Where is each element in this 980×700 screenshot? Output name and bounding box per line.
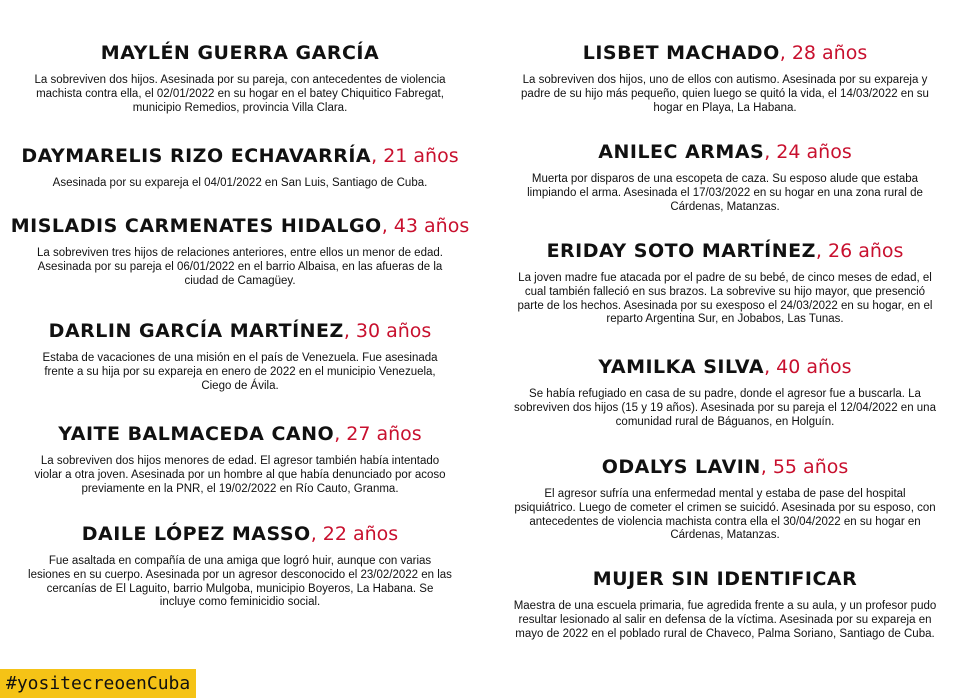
victim-name: ERIDAY SOTO MARTÍNEZ	[546, 240, 816, 262]
victim-name: YAMILKA SILVA	[598, 356, 765, 378]
victim-age: , 30 años	[343, 320, 432, 342]
victim-age: , 43 años	[381, 215, 470, 237]
victim-description: La sobreviven dos hijos, uno de ellos con autismo. Asesinada por su expareja y padre de su hijo más pequeño, quien luego se quitó la vida, el 14/03/2022 en su hogar en Playa, La Habana.	[521, 74, 929, 114]
victim-entry	[10, 213, 470, 318]
victim-description: La sobreviven dos hijos menores de edad. El agresor también había intentado violar a otra joven. Asesinada por un hombre al que había denunciado por acoso previamente en la PNR, el 19/02/2022 en Río Cauto, Granma.	[34, 455, 446, 495]
victim-description: Estaba de vacaciones de una misión en el país de Venezuela. Fue asesinada frente a su hija por su expareja en enero de 2022 en el municipio Venezuela, Ciego de Ávila.	[42, 352, 438, 392]
victim-entry	[495, 40, 955, 139]
victim-age: , 28 años	[779, 42, 868, 64]
victim-description: Asesinada por su expareja el 04/01/2022 en San Luis, Santiago de Cuba.	[52, 177, 428, 189]
victim-name: MAYLÉN GUERRA GARCÍA	[100, 42, 380, 64]
victim-name: DAYMARELIS RIZO ECHAVARRÍA	[21, 145, 372, 167]
victim-age: , 21 años	[371, 145, 459, 167]
victim-entry	[10, 521, 470, 610]
victim-entry	[10, 318, 470, 421]
victim-name: DAILE LÓPEZ MASSO	[81, 523, 311, 545]
victim-description: La sobreviven dos hijos. Asesinada por su pareja, con antecedentes de violencia machista contra ella, el 02/01/2022 en su hogar en el batey Chiquitico Fabregat, municipio Remedios, provincia Villa Clara.	[34, 74, 446, 114]
victim-entry	[495, 454, 955, 566]
victim-entry	[495, 566, 955, 641]
victim-entry	[10, 40, 470, 143]
victim-description: Fue asaltada en compañía de una amiga que logró huir, aunque con varias lesiones en su cuerpo. Asesinada por un agresor desconocido el 23/02/2022 en las cercanías de El Laguito, barrio Mulgoba, municipio Boyeros, La Habana. Se incluye como feminicidio social.	[28, 555, 452, 609]
victim-age: , 22 años	[310, 523, 399, 545]
victim-entry	[10, 421, 470, 521]
hashtag-label: #yositecreoenCuba	[0, 669, 196, 698]
victim-age: , 26 años	[815, 240, 904, 262]
victim-age: , 55 años	[760, 456, 849, 478]
victim-description: Se había refugiado en casa de su padre, donde el agresor fue a buscarla. La sobreviven dos hijos (15 y 19 años). Asesinada por su pareja el 12/04/2022 en una comunidad rural de Báguanos, en Holguín.	[514, 388, 936, 428]
victim-description: La joven madre fue atacada por el padre de su bebé, de cinco meses de edad, el cual también falleció en sus brazos. La sobrevive su hijo mayor, que presenció parte de los hechos. Asesinada por su exesposo el 24/03/2022 en su hogar, en el reparto Argentina Sur, en Jobabos, Las Tunas.	[517, 272, 933, 326]
victim-name: MUJER SIN IDENTIFICAR	[592, 568, 858, 590]
victim-description: Muerta por disparos de una escopeta de caza. Su esposo alude que estaba limpiando el arma. Asesinada el 17/03/2022 en su hogar en una zona rural de Cárdenas, Matanzas.	[527, 173, 923, 213]
victim-name: ANILEC ARMAS	[598, 141, 765, 163]
victim-entry	[495, 238, 955, 354]
victim-name: LISBET MACHADO	[582, 42, 780, 64]
victim-age: , 40 años	[764, 356, 852, 378]
victim-name: DARLIN GARCÍA MARTÍNEZ	[48, 320, 344, 342]
victim-name: YAITE BALMACEDA CANO	[58, 423, 335, 445]
victim-description: Maestra de una escuela primaria, fue agredida frente a su aula, y un profesor pudo resultar lesionado al salir en defensa de la víctima. Asesinada por su expareja en mayo de 2022 en el poblado rural de Chaveco, Palma Soriano, Santiago de Cuba.	[513, 600, 937, 640]
victim-name: MISLADIS CARMENATES HIDALGO	[10, 215, 382, 237]
victim-age: , 24 años	[764, 141, 852, 163]
left-column	[10, 40, 470, 610]
victim-description: El agresor sufría una enfermedad mental y estaba de pase del hospital psiquiátrico. Luego de cometer el crimen se suicidó. Asesinada por su esposo, con antecedentes de violencia machista contra ella el 30/04/2022 en su hogar en Cárdenas, Matanzas.	[514, 488, 936, 542]
victim-entry	[10, 143, 470, 213]
victim-entry	[495, 139, 955, 238]
victim-entry	[495, 354, 955, 454]
victim-description: La sobreviven tres hijos de relaciones anteriores, entre ellos un menor de edad. Asesinada por su pareja el 06/01/2022 en el barrio Albaisa, en las afueras de la ciudad de Camagüey.	[37, 247, 443, 287]
victim-age: , 27 años	[334, 423, 422, 445]
right-column	[495, 40, 955, 641]
victim-name: ODALYS LAVIN	[601, 456, 761, 478]
